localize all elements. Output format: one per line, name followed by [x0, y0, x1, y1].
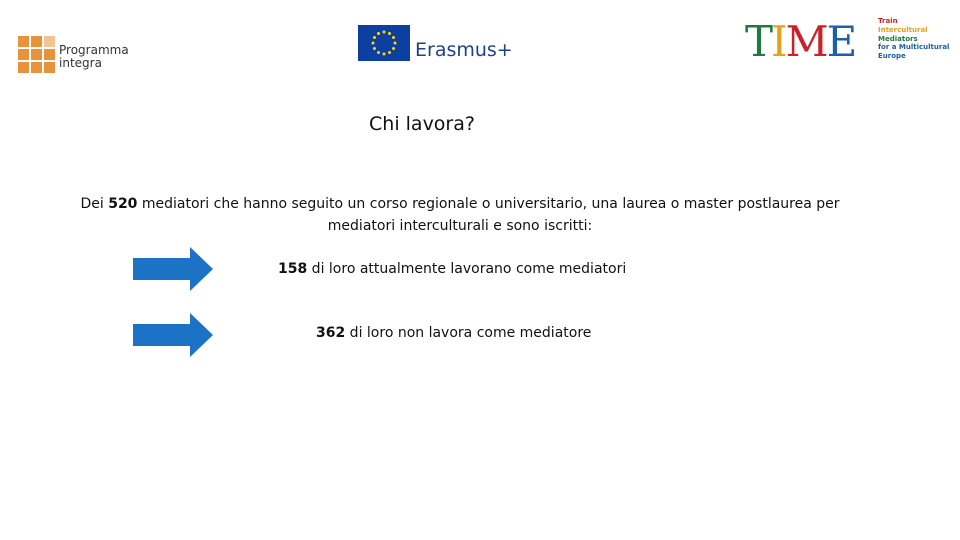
- eu-star: [377, 32, 380, 35]
- erasmus-logo-text: Erasmus+: [415, 39, 513, 61]
- eu-star: [373, 47, 376, 50]
- intro-number: 520: [108, 196, 138, 212]
- time-letter-i: I: [771, 17, 786, 66]
- time-tagline-line: for a Multicultural: [878, 43, 950, 52]
- logo-square: [18, 49, 29, 60]
- stat-number: 158: [278, 261, 308, 277]
- time-tagline-line: Europe: [878, 52, 906, 61]
- time-tagline-line: Mediators: [878, 34, 918, 43]
- time-logo: [745, 18, 870, 68]
- time-tagline-line: Intercultural: [878, 25, 928, 34]
- eu-star: [377, 51, 380, 54]
- eu-star: [383, 31, 386, 34]
- time-tagline-line: Train: [878, 17, 898, 25]
- logo-square: [44, 62, 55, 73]
- right-arrow-icon: [133, 313, 213, 357]
- time-letter-m: M: [785, 17, 827, 66]
- logo-square: [31, 62, 42, 73]
- stat-item: [316, 324, 591, 342]
- eu-star: [373, 36, 376, 39]
- programma-integra-grid-icon: [18, 36, 55, 73]
- programma-integra-logo: [18, 36, 138, 76]
- stat-text: di loro attualmente lavorano come mediatori: [307, 261, 627, 277]
- eu-star: [372, 42, 375, 45]
- stat-text: di loro non lavora come mediatore: [345, 325, 592, 341]
- time-letter-t: T: [745, 17, 772, 66]
- logo-square: [18, 36, 29, 47]
- logo-square: [44, 49, 55, 60]
- time-letter-e: E: [826, 17, 856, 66]
- eu-star: [392, 36, 395, 39]
- eu-star: [394, 42, 397, 45]
- logo-square: [44, 36, 55, 47]
- eu-star: [383, 53, 386, 56]
- logo-square: [31, 36, 42, 47]
- intro-rest: mediatori che hanno seguito un corso regionale o universitario, una laurea o master postlaurea per mediatori interculturali e sono iscritti:: [137, 196, 840, 234]
- logo-square: [31, 49, 42, 60]
- page-title: Chi lavora?: [369, 113, 475, 135]
- programma-integra-line2: integra: [59, 56, 102, 70]
- stat-item: [278, 260, 626, 278]
- programma-integra-line1: Programma: [59, 43, 129, 57]
- right-arrow-icon: [133, 247, 213, 291]
- stat-number: 362: [316, 325, 346, 341]
- eu-flag-icon: [358, 25, 410, 61]
- logo-square: [18, 62, 29, 73]
- time-tagline: [878, 17, 949, 61]
- eu-star: [392, 47, 395, 50]
- eu-star: [388, 51, 391, 54]
- intro-prefix: Dei: [80, 196, 109, 212]
- intro-paragraph: [72, 193, 848, 237]
- eu-star: [388, 32, 391, 35]
